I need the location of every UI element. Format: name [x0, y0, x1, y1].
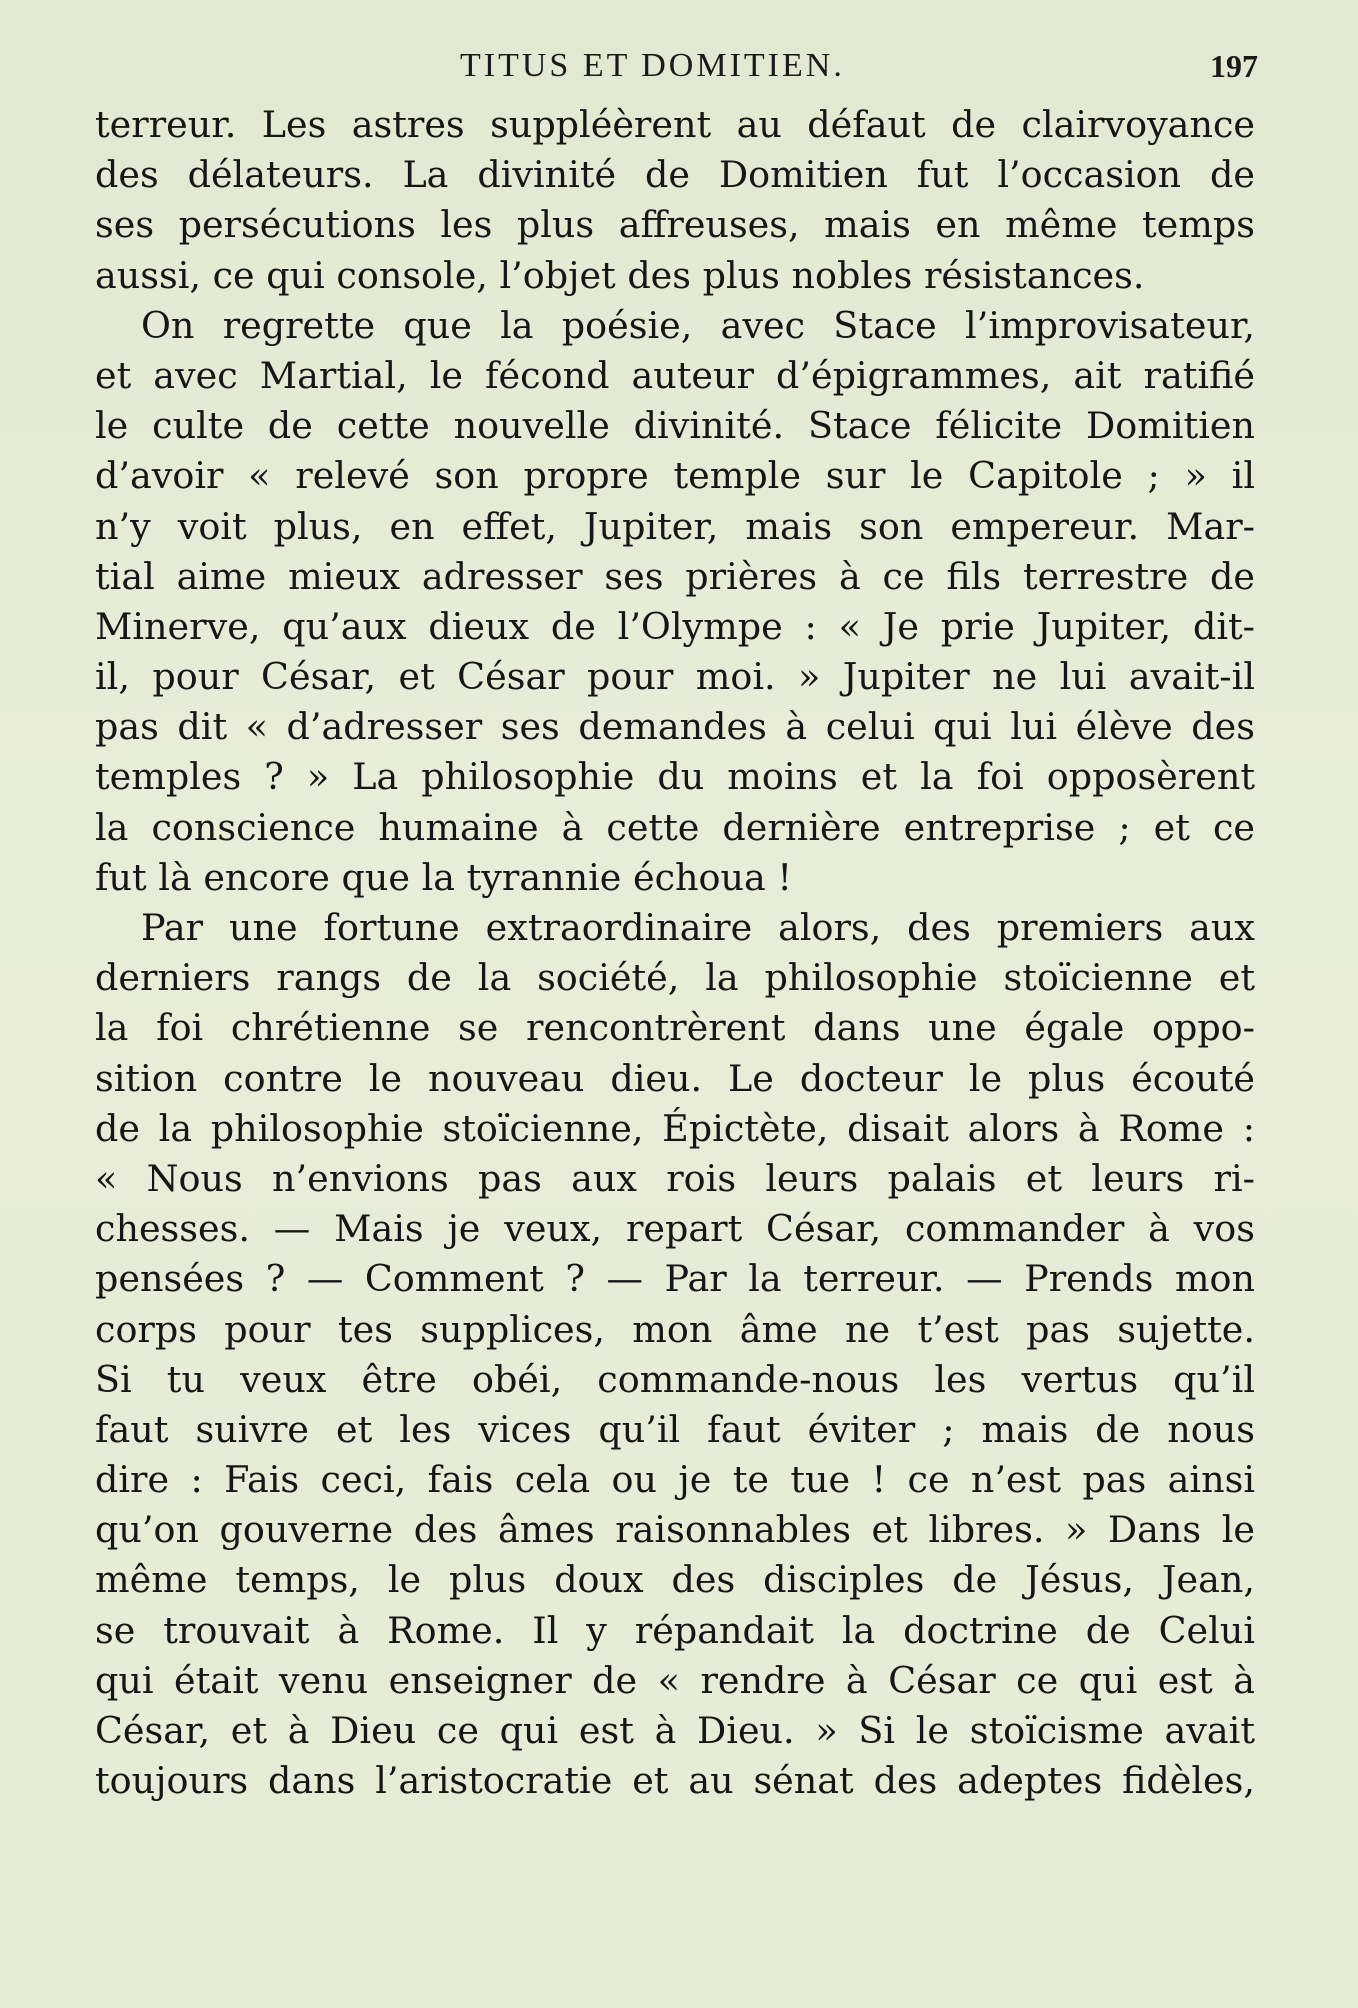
- text-line: aussi, ce qui console, l’objet des plus nobles résistances.: [95, 253, 1145, 297]
- text-line: le culte de cette nouvelle divinité. Stace félicite Domitien: [95, 404, 1255, 448]
- text-line: la conscience humaine à cette dernière entreprise ; et ce: [95, 805, 1255, 849]
- text-line: il, pour César, et César pour moi. » Jupiter ne lui avait-il: [95, 655, 1255, 699]
- text-line: de la philosophie stoïcienne, Épictète, disait alors à Rome :: [95, 1106, 1255, 1150]
- text-line: On regrette que la poésie, avec Stace l’improvisateur,: [141, 303, 1255, 347]
- text-line: César, et à Dieu ce qui est à Dieu. » Si le stoïcisme avait: [95, 1709, 1255, 1752]
- text-line: fut là encore que la tyrannie échoua !: [95, 855, 793, 899]
- text-line: chesses. — Mais je veux, repart César, commander à vos: [95, 1207, 1255, 1251]
- text-line: des délateurs. La divinité de Domitien fut l’occasion de: [95, 153, 1255, 197]
- text-line: même temps, le plus doux des disciples de Jésus, Jean,: [95, 1558, 1255, 1602]
- text-line: faut suivre et les vices qu’il faut éviter ; mais de nous: [95, 1407, 1255, 1451]
- text-line: qu’on gouverne des âmes raisonnables et libres. » Dans le: [95, 1508, 1255, 1552]
- body-text: [95, 100, 1255, 1806]
- text-line: ses persécutions les plus affreuses, mais en même temps: [95, 203, 1255, 247]
- text-line: et avec Martial, le fécond auteur d’épigrammes, ait ratifié: [95, 353, 1255, 397]
- running-title: TITUS ET DOMITIEN.: [460, 47, 845, 84]
- text-line: se trouvait à Rome. Il y répandait la doctrine de Celui: [95, 1608, 1255, 1652]
- text-line: derniers rangs de la société, la philosophie stoïcienne et: [95, 956, 1255, 1000]
- text-line: corps pour tes supplices, mon âme ne t’est pas sujette.: [95, 1307, 1255, 1351]
- text-line: dire : Fais ceci, fais cela ou je te tue ! ce n’est pas ainsi: [95, 1458, 1255, 1502]
- text-line: « Nous n’envions pas aux rois leurs palais et leurs ri-: [95, 1156, 1255, 1200]
- text-line: pas dit « d’adresser ses demandes à celui qui lui élève des: [95, 705, 1255, 749]
- text-line: toujours dans l’aristocratie et au sénat des adeptes fidèles,: [95, 1759, 1255, 1803]
- text-line: Si tu veux être obéi, commande-nous les vertus qu’il: [95, 1357, 1255, 1401]
- text-line: la foi chrétienne se rencontrèrent dans une égale oppo-: [95, 1006, 1255, 1050]
- text-line: Par une fortune extraordinaire alors, des premiers aux: [141, 906, 1255, 949]
- text-line: terreur. Les astres suppléèrent au défaut de clairvoyance: [95, 103, 1255, 146]
- text-line: tial aime mieux adresser ses prières à ce fils terrestre de: [95, 554, 1255, 598]
- text-line: d’avoir « relevé son propre temple sur le Capitole ; » il: [95, 454, 1255, 498]
- text-line: temples ? » La philosophie du moins et la foi opposèrent: [95, 755, 1255, 799]
- text-line: sition contre le nouveau dieu. Le docteur le plus écouté: [95, 1056, 1255, 1100]
- running-head: [0, 40, 1358, 100]
- text-line: Minerve, qu’aux dieux de l’Olympe : « Je prie Jupiter, dit-: [95, 604, 1255, 648]
- text-line: pensées ? — Comment ? — Par la terreur. — Prends mon: [95, 1257, 1255, 1301]
- text-line: qui était venu enseigner de « rendre à César ce qui est à: [95, 1658, 1255, 1702]
- page-number: 197: [1210, 48, 1258, 84]
- text-line: n’y voit plus, en effet, Jupiter, mais son empereur. Mar-: [95, 504, 1255, 548]
